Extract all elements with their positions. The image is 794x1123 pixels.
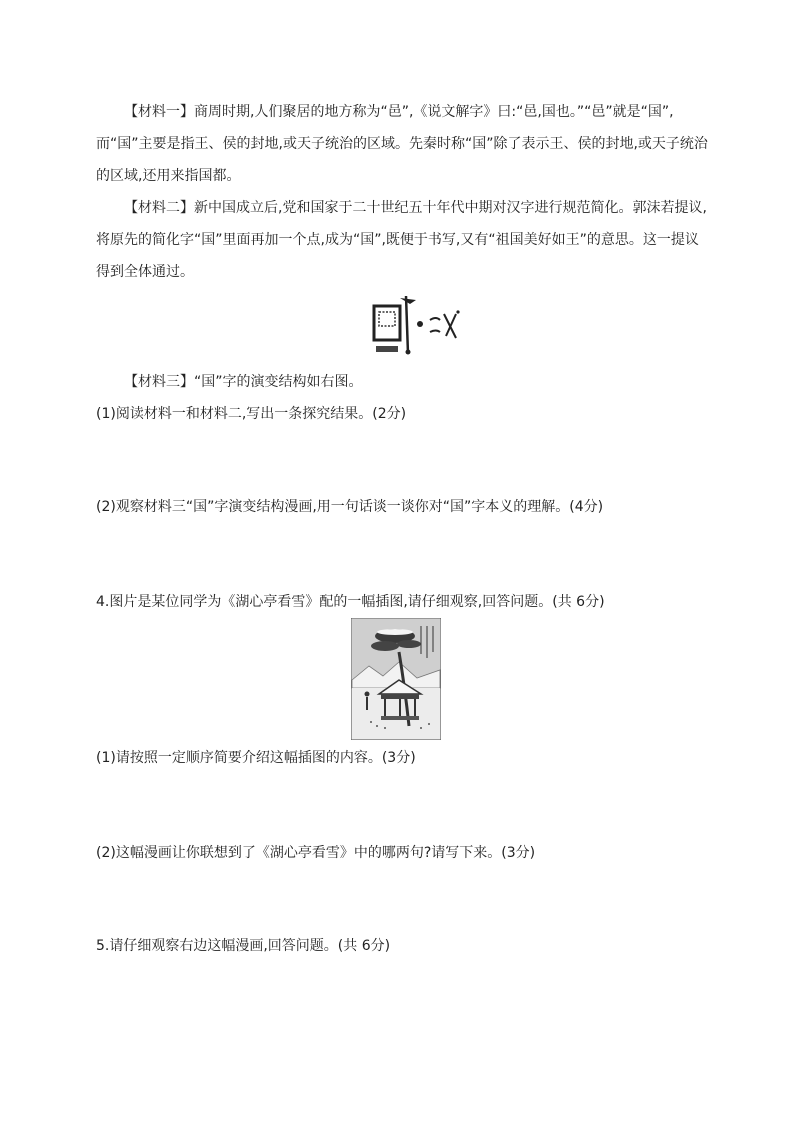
snow-pavilion-illustration [351,618,441,740]
material-two-paragraph: 【材料二】新中国成立后,党和国家于二十世纪五十年代中期对汉字进行规范简化。郭沫若提议,将原先的简化字“国”里面再加一个点,成为“国”,既便于书写,又有“祖国美好如王”的意思。这一提议得到全体通过。 [96,200,707,280]
question-4-stem: 4.图片是某位同学为《湖心亭看雪》配的一幅插图,请仔细观察,回答问题。(共 6分) [96,594,605,610]
question-4-1: (1)请按照一定顺序简要介绍这幅插图的内容。(3分) [96,750,416,766]
question-3-1: (1)阅读材料一和材料二,写出一条探究结果。(2分) [96,406,407,422]
question-5-stem: 5.请仔细观察右边这幅漫画,回答问题。(共 6分) [96,938,391,954]
guo-character-evolution-figure [370,292,466,358]
question-4-2: (2)这幅漫画让你联想到了《湖心亭看雪》中的哪两句?请写下来。(3分) [96,845,536,861]
material-three-line: 【材料三】“国”字的演变结构如右图。 [124,374,363,390]
material-one-paragraph: 【材料一】商周时期,人们聚居的地方称为“邑”,《说文解字》曰:“邑,国也。”“邑”就是“国”,而“国”主要是指王、侯的封地,或天子统治的区域。先秦时称“国”除了表示王、侯的封地,或天子统治的区域,还用来指国都。 [96,104,708,184]
question-3-2: (2)观察材料三“国”字演变结构漫画,用一句话谈一谈你对“国”字本义的理解。(4分) [96,499,604,515]
